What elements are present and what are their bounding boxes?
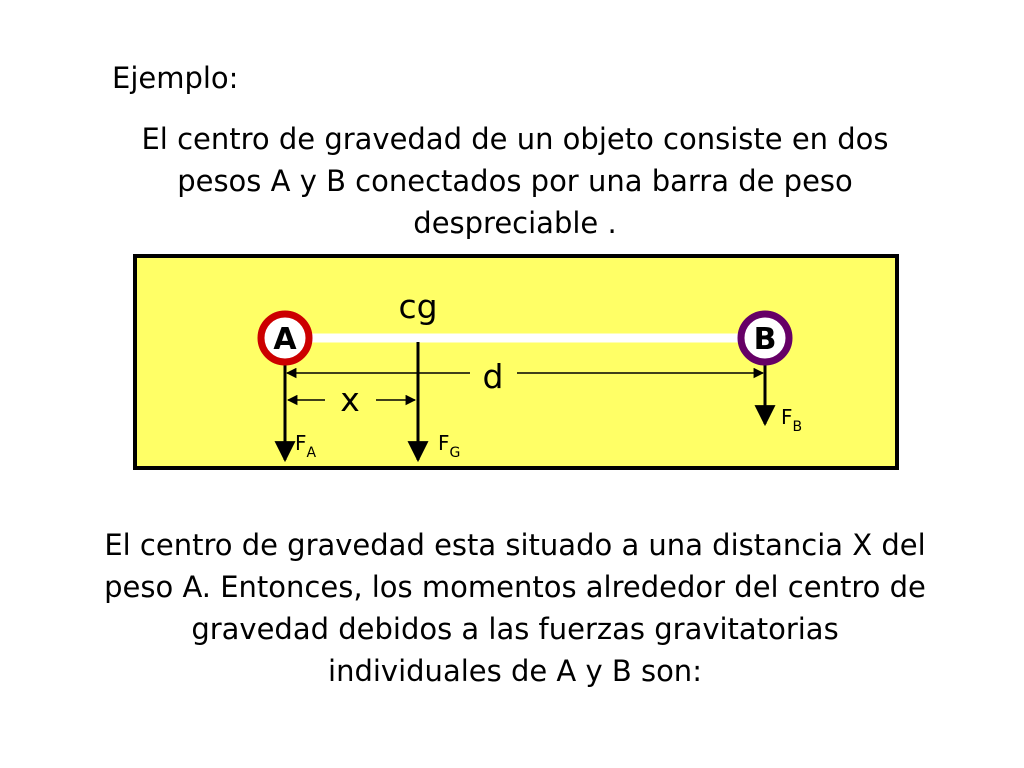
explanation-text: El centro de gravedad esta situado a una distancia X del peso A. Entonces, los momentos alrededor del centro de gravedad debidos a las fuerzas gravitatorias individuales de A y B son: bbox=[104, 528, 926, 688]
force-a-symbol: F bbox=[295, 431, 307, 455]
weight-a-label: A bbox=[273, 322, 297, 357]
intro-text: El centro de gravedad de un objeto consiste en dos pesos A y B conectados por una barra de peso despreciable . bbox=[141, 122, 889, 240]
force-b-symbol: F bbox=[781, 405, 793, 429]
distance-x-label: x bbox=[340, 380, 360, 419]
force-g-subscript: G bbox=[449, 445, 461, 461]
center-of-gravity-label: cg bbox=[398, 287, 438, 326]
heading: Ejemplo: bbox=[112, 61, 239, 95]
weight-a bbox=[261, 314, 309, 362]
distance-d-label: d bbox=[482, 357, 504, 396]
diagram-panel bbox=[135, 256, 897, 468]
force-b-subscript: B bbox=[792, 419, 803, 435]
force-g-symbol: F bbox=[438, 431, 450, 455]
force-a-subscript: A bbox=[306, 445, 317, 461]
weight-b-label: B bbox=[753, 322, 777, 357]
weight-b bbox=[741, 314, 789, 362]
